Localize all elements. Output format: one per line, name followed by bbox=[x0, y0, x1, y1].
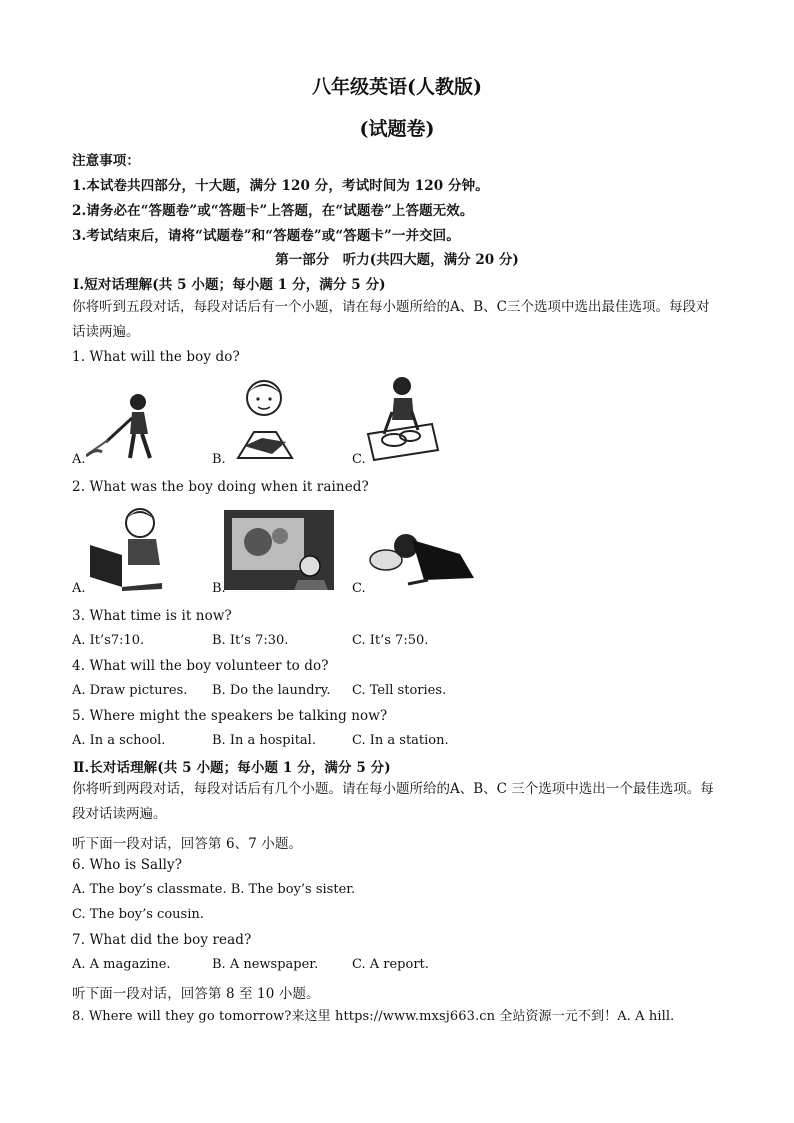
q4-option-c[interactable]: C. Tell stories. bbox=[352, 683, 447, 698]
q7-option-a[interactable]: A. A magazine. bbox=[72, 957, 171, 972]
q5-option-a[interactable]: A. In a school. bbox=[72, 733, 166, 748]
question-2: 2. What was the boy doing when it rained? bbox=[72, 479, 369, 495]
question-8: 8. Where will they go tomorrow?来这里 https://www.mxsj663.cn 全站资源一元不到！A. A hill. bbox=[72, 1009, 675, 1024]
part1-heading: 第一部分 听力(共四大题，满分 20 分) bbox=[275, 252, 519, 268]
question-1: 1. What will the boy do? bbox=[72, 349, 240, 365]
sleeping-boy-picture bbox=[368, 530, 484, 588]
q2-option-c[interactable]: C. bbox=[352, 581, 366, 596]
q4-option-b[interactable]: B. Do the laundry. bbox=[212, 683, 331, 698]
question-5: 5. Where might the speakers be talking now? bbox=[72, 708, 388, 724]
q5-option-b[interactable]: B. In a hospital. bbox=[212, 733, 316, 748]
exam-title: 八年级英语(人教版) bbox=[312, 76, 482, 98]
notice-heading: 注意事项： bbox=[72, 153, 140, 169]
question-3: 3. What time is it now? bbox=[72, 608, 232, 624]
question-7: 7. What did the boy read? bbox=[72, 932, 252, 948]
q5-option-c[interactable]: C. In a station. bbox=[352, 733, 449, 748]
exam-subtitle: (试题卷) bbox=[359, 118, 435, 140]
question-6: 6. Who is Sally? bbox=[72, 857, 183, 873]
notice-item-1: 1.本试卷共四部分，十大题，满分 120 分，考试时间为 120 分钟。 bbox=[72, 178, 489, 194]
section2-heading: Ⅱ.长对话理解(共 5 小题；每小题 1 分，满分 5 分) bbox=[73, 760, 391, 776]
q2-option-b[interactable]: B. bbox=[212, 581, 226, 596]
section2-instruction: 你将听到两段对话，每段对话后有几个小题。请在每小题所给的A、B、C 三个选项中选出一个最佳选项。每段对话读两遍。 bbox=[72, 781, 714, 822]
notice-item-3: 3.考试结束后，请将“试题卷”和“答题卷”或“答题卡”一并交回。 bbox=[72, 228, 460, 244]
reading-boy-picture bbox=[228, 372, 302, 462]
q6-options-ab[interactable]: A. The boy’s classmate. B. The boy’s sister. bbox=[72, 882, 356, 897]
computer-boy-picture bbox=[88, 503, 166, 591]
q7-option-b[interactable]: B. A newspaper. bbox=[212, 957, 319, 972]
q6-option-c[interactable]: C. The boy’s cousin. bbox=[72, 907, 204, 922]
notice-item-2: 2.请务必在“答题卷”或“答题卡”上答题，在“试题卷”上答题无效。 bbox=[72, 203, 474, 219]
question-4: 4. What will the boy volunteer to do? bbox=[72, 658, 329, 674]
q4-option-a[interactable]: A. Draw pictures. bbox=[72, 683, 188, 698]
q7-option-c[interactable]: C. A report. bbox=[352, 957, 429, 972]
section2-lead-1: 听下面一段对话，回答第 6、7 小题。 bbox=[72, 836, 303, 852]
q3-option-c[interactable]: C. It’s 7:50. bbox=[352, 633, 429, 648]
q1-option-b[interactable]: B. bbox=[212, 452, 226, 467]
q2-option-a[interactable]: A. bbox=[72, 581, 86, 596]
watching-tv-picture bbox=[224, 510, 334, 590]
sweeping-boy-picture bbox=[86, 390, 166, 462]
q3-option-a[interactable]: A. It’s7:10. bbox=[72, 633, 145, 648]
section2-lead-2: 听下面一段对话，回答第 8 至 10 小题。 bbox=[72, 986, 320, 1002]
q1-option-c[interactable]: C. bbox=[352, 452, 366, 467]
section1-heading: Ⅰ.短对话理解(共 5 小题；每小题 1 分，满分 5 分) bbox=[73, 277, 386, 293]
section1-instruction: 你将听到五段对话，每段对话后有一个小题，请在每小题所给的A、B、C三个选项中选出最佳选项。每段对话读两遍。 bbox=[72, 299, 710, 340]
q1-option-a[interactable]: A. bbox=[72, 452, 86, 467]
q3-option-b[interactable]: B. It’s 7:30. bbox=[212, 633, 289, 648]
washing-dishes-picture bbox=[362, 372, 442, 462]
